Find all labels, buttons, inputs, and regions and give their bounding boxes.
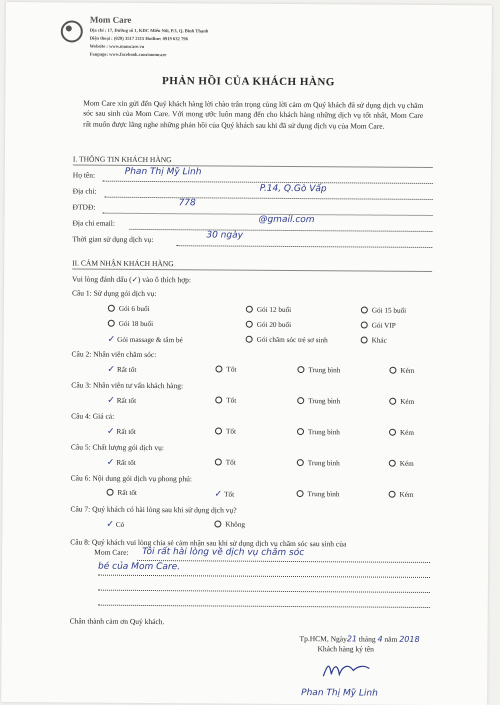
signature-mark (317, 656, 387, 684)
q3-tot[interactable]: Tốt (215, 396, 236, 404)
q5-tot[interactable]: Tốt (215, 458, 236, 466)
phone-label: ĐTDĐ: (72, 202, 96, 212)
q2-tot[interactable]: Tốt (215, 365, 236, 373)
duration-field[interactable]: 30 ngày (206, 230, 243, 241)
q5-rat-tot[interactable]: ✓ Rất tốt (106, 457, 136, 468)
address-line (105, 197, 433, 200)
option-goi-12-buoi[interactable]: Gói 12 buổi (246, 306, 291, 314)
address-label: Địa chỉ: (72, 186, 97, 196)
option-goi-20-buoi[interactable]: Gói 20 buổi (246, 321, 291, 329)
checkmark-icon: ✓ (106, 426, 115, 437)
question-2: Câu 2: Nhân viên chăm sóc: (71, 349, 157, 360)
option-goi-18-buoi[interactable]: Gói 18 buổi (108, 320, 153, 328)
option-goi-6-buoi[interactable]: Gói 6 buổi (108, 305, 150, 313)
q3-trung-binh[interactable]: Trung bình (297, 397, 340, 405)
question-4: Câu 4: Giá cả: (71, 411, 115, 421)
phone-field[interactable]: 778 (178, 198, 196, 209)
option-goi-vip[interactable]: Gói VIP (361, 321, 396, 329)
q4-trung-binh[interactable]: Trung bình (297, 428, 340, 436)
duration-label: Thời gian sử dụng dịch vụ: (72, 234, 154, 245)
sign-label: Khách hàng ký tên (317, 644, 374, 654)
question-8: Câu 8: Quý khách vui lòng chia sẻ cảm nhận sau khi sử dụng dịch vụ chăm sóc sau sinh của (70, 537, 347, 549)
option-goi-15-buoi[interactable]: Gói 15 buổi (361, 306, 406, 314)
q4-rat-tot[interactable]: ✓ Rất tốt (106, 426, 136, 437)
q3-rat-tot[interactable]: ✓ Rất tốt (107, 395, 137, 406)
question-6: Câu 6: Nội dung gói dịch vụ phong phú: (70, 473, 192, 484)
q4-tot[interactable]: Tốt (215, 427, 236, 435)
address-field[interactable]: P.14, Q.Gò Vấp (259, 183, 327, 195)
answer-line-4 (98, 605, 430, 608)
question-7: Câu 7: Quý khách có hài lòng sau khi sử dụng dịch vụ? (70, 504, 237, 515)
company-website: Website : www.momcare.vn (89, 43, 145, 49)
form-intro: Mom Care xin gửi đến Quý khách hàng lời chào trân trọng cùng lời cảm ơn Quý khách đã sử dụng dịch vụ chăm sóc sau sinh của Mom Care. Với mong ước luôn mang đến cho khách hàng những dịch vụ tốt nhất, Mom Care rất muốn được lắng nghe những phản hồi của Quý khách sau khi đã sử dụng dịch vụ của Mom Care. (83, 98, 424, 131)
checkmark-icon: ✓ (107, 395, 115, 406)
checkmark-icon: ✓ (106, 457, 115, 468)
q7-khong[interactable]: Không (214, 520, 245, 528)
option-goi-cham-soc-tre[interactable]: Gói chăm sóc trẻ sơ sinh (246, 336, 328, 345)
date-day[interactable]: 21 (346, 634, 358, 644)
form-title: PHẢN HỒI CỦA KHÁCH HÀNG (161, 75, 335, 89)
q6-tot[interactable]: ✓ Tốt (214, 489, 235, 500)
closing-thanks: Chân thành cảm ơn Quý khách. (69, 616, 165, 627)
mom-care-logo-icon (60, 19, 84, 43)
instruction-text: Vui lòng đánh dấu (✓) vào ô thích hợp: (72, 274, 192, 285)
question-3: Câu 3: Nhân viên tư vấn khách hàng: (71, 380, 184, 391)
question-1: Câu 1: Sử dụng gói dịch vụ: (71, 288, 157, 299)
option-khac[interactable]: Khác (361, 336, 387, 344)
checkmark-icon: ✓ (106, 519, 114, 530)
q2-trung-binh[interactable]: Trung bình (297, 366, 340, 374)
section-divider (72, 268, 432, 272)
email-label: Địa chỉ email: (72, 218, 115, 228)
q3-kem[interactable]: Kém (389, 398, 414, 406)
answer-line-3 (98, 590, 430, 593)
section-customer-info-heading: I. THÔNG TIN KHÁCH HÀNG (72, 154, 172, 165)
checkmark-icon: ✓ (214, 489, 223, 500)
question-5: Câu 5: Chất lượng gói dịch vụ: (70, 442, 164, 453)
section-feedback-heading: II. CẢM NHẬN KHÁCH HÀNG (72, 258, 174, 269)
option-goi-massage-selected[interactable]: ✓ Gói massage & tắm bé (107, 334, 183, 345)
company-fanpage: Fanpage: www.facebook.com/momcare (89, 51, 167, 58)
answer-line-1 (137, 560, 430, 563)
q5-trung-binh[interactable]: Trung bình (297, 459, 340, 467)
signer-name: Phan Thị Mỹ Linh (301, 688, 378, 699)
q6-trung-binh[interactable]: Trung bình (297, 490, 340, 498)
duration-line (176, 245, 432, 248)
q8-answer-line-1[interactable]: Tôi rất hài lòng về dịch vụ chăm sóc (142, 546, 305, 559)
q6-rat-tot[interactable]: Rất tốt (107, 489, 137, 497)
q7-co[interactable]: ✓ Có (106, 519, 125, 530)
name-field[interactable]: Phan Thị Mỹ Linh (124, 166, 202, 178)
brand-name: Mom Care (89, 14, 132, 25)
checkmark-icon: ✓ (107, 364, 116, 375)
answer-line-2 (98, 575, 430, 578)
date-line: Tp.HCM, Ngày21 tháng 4 năm 2018 (299, 634, 420, 644)
email-field[interactable]: @gmail.com (258, 214, 315, 226)
feedback-form-page (1, 2, 492, 705)
question-8-cont: Mom Care: (94, 547, 129, 557)
date-month[interactable]: 4 (377, 634, 383, 644)
q4-kem[interactable]: Kém (389, 429, 414, 437)
date-year[interactable]: 2018 (399, 634, 420, 644)
q2-rat-tot[interactable]: ✓ Rất tốt (107, 364, 137, 375)
q2-kem[interactable]: Kém (389, 367, 414, 375)
checkmark-icon: ✓ (107, 334, 116, 345)
name-label: Họ tên: (72, 170, 96, 180)
q8-answer-line-2[interactable]: bé của Mom Care. (98, 561, 181, 573)
company-address: Địa chỉ : 17, Đường số 1, KDC Miếu Nổi, P.3, Q. Bình Thạnh (89, 27, 209, 34)
email-line (129, 229, 432, 232)
q6-kem[interactable]: Kém (389, 491, 414, 499)
company-phone: Điện thoại : (028) 3517 2115 Hotline: 0919 632 796 (89, 35, 188, 42)
q5-kem[interactable]: Kém (389, 460, 414, 468)
